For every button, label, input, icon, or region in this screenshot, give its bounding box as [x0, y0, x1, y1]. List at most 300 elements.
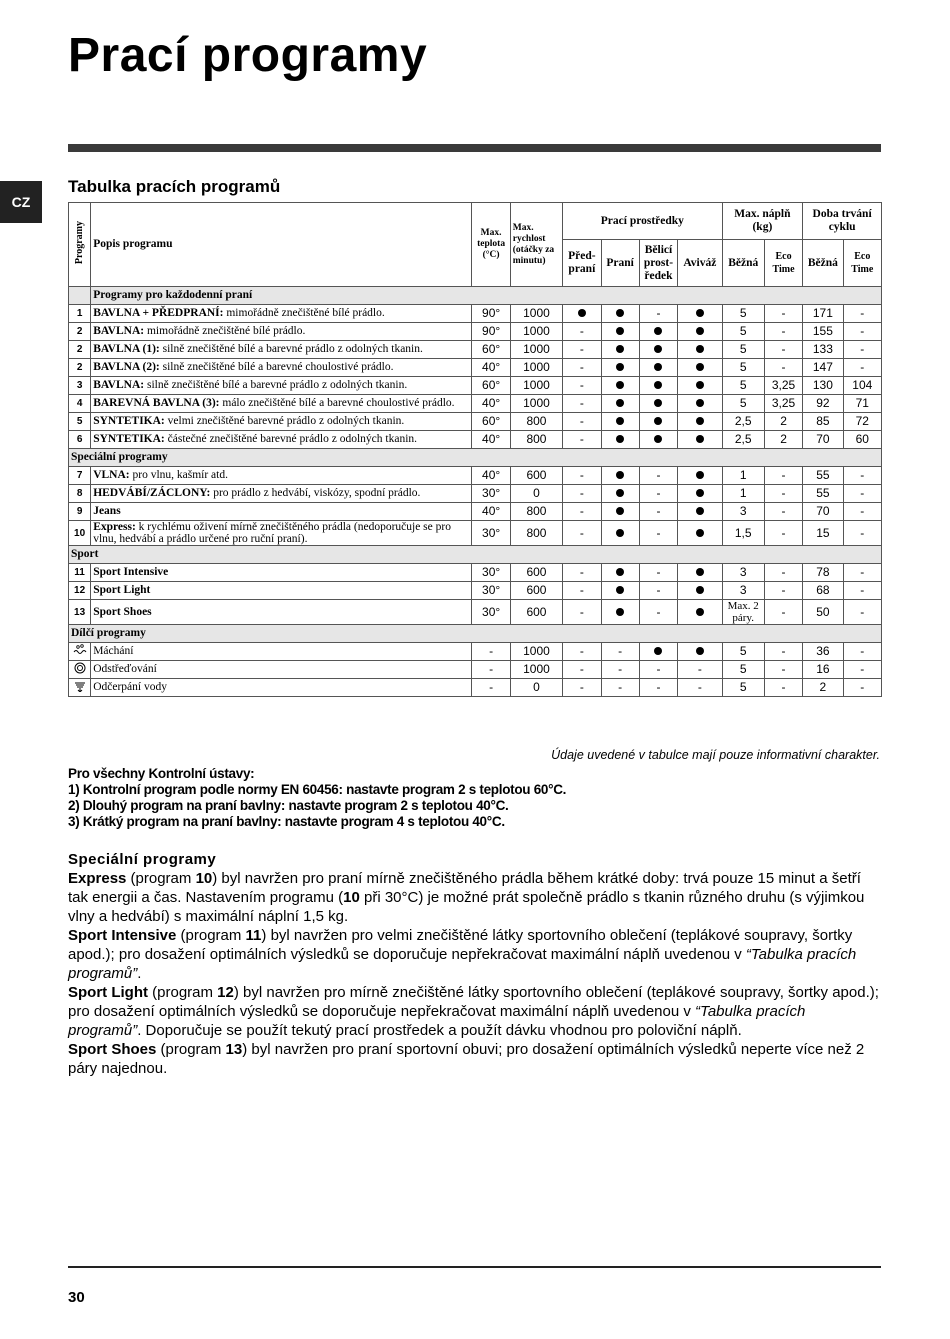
cell-r: 1000: [510, 359, 562, 377]
cell-c: 155: [803, 323, 843, 341]
bullet-mark: [696, 507, 704, 515]
cell-ke: -: [764, 582, 802, 600]
cell-p1: -: [563, 341, 601, 359]
table-row: [69, 395, 882, 413]
program-number: 5: [69, 413, 91, 431]
cell-r: 800: [510, 413, 562, 431]
cell-p1: -: [563, 600, 601, 625]
bullet-mark: [696, 381, 704, 389]
bullet-mark: [616, 489, 624, 497]
header-bezna-doba: Běžná: [803, 240, 843, 287]
cell-k: 5: [722, 395, 764, 413]
header-bezna-napln: Běžná: [722, 240, 764, 287]
cell-c: 36: [803, 643, 843, 661]
table-row: [69, 341, 882, 359]
bullet-mark: [616, 435, 624, 443]
bullet-mark: [616, 399, 624, 407]
program-number: 7: [69, 467, 91, 485]
table-row: [69, 413, 882, 431]
table-row: [69, 431, 882, 449]
cell-t: -: [472, 643, 510, 661]
cell-t: 90°: [472, 323, 510, 341]
cell-r: 1000: [510, 643, 562, 661]
cell-p2: [601, 395, 639, 413]
rinse-icon: [73, 644, 87, 660]
header-predprani: Před-praní: [563, 240, 601, 287]
header-avivaz: Aviváž: [678, 240, 722, 287]
cell-t: 60°: [472, 377, 510, 395]
cell-t: 60°: [472, 413, 510, 431]
bullet-mark: [696, 608, 704, 616]
cell-r: 800: [510, 503, 562, 521]
cell-c: 2: [803, 679, 843, 697]
cell-ke: -: [764, 341, 802, 359]
cell-t: 40°: [472, 395, 510, 413]
cell-k: 5: [722, 661, 764, 679]
cell-p3: -: [639, 521, 677, 546]
cell-ke: -: [764, 323, 802, 341]
program-number: 11: [69, 564, 91, 582]
table-row: [69, 359, 882, 377]
control-line: 2) Dlouhý program na praní bavlny: nastavte program 2 s teplotou 40°C.: [68, 798, 509, 813]
cell-p1: -: [563, 377, 601, 395]
bullet-mark: [616, 309, 624, 317]
bullet-mark: [578, 309, 586, 317]
bullet-mark: [616, 586, 624, 594]
program-description: Express: k rychlému oživení mírně znečištěného prádla (nedoporučuje se pro vlnu, hedvábí a prádlo určené pro ruční praní).: [91, 521, 472, 546]
cell-p2: [601, 600, 639, 625]
cell-ke: -: [764, 600, 802, 625]
cell-ce: -: [843, 485, 881, 503]
special-description: [68, 869, 881, 1078]
cell-p3: [639, 341, 677, 359]
cell-p1: -: [563, 643, 601, 661]
cell-p3: [639, 431, 677, 449]
cell-r: 0: [510, 679, 562, 697]
cell-t: 90°: [472, 305, 510, 323]
cell-r: 1000: [510, 661, 562, 679]
cell-r: 800: [510, 431, 562, 449]
cell-p4: -: [678, 661, 722, 679]
program-description: BAVLNA: silně znečištěné bílé a barevné prádlo z odolných tkanin.: [91, 377, 472, 395]
table-row: [69, 323, 882, 341]
cell-ke: -: [764, 503, 802, 521]
header-napln: Max. náplň (kg): [722, 203, 803, 240]
cell-p3: -: [639, 305, 677, 323]
cell-p3: -: [639, 679, 677, 697]
special-heading: Speciální programy: [68, 851, 217, 868]
cell-t: 40°: [472, 359, 510, 377]
cell-r: 600: [510, 564, 562, 582]
program-description: Sport Shoes: [91, 600, 472, 625]
cell-p2: [601, 305, 639, 323]
cell-c: 16: [803, 661, 843, 679]
cell-ce: -: [843, 661, 881, 679]
cell-ke: 3,25: [764, 377, 802, 395]
cell-ce: -: [843, 467, 881, 485]
cell-t: 40°: [472, 467, 510, 485]
section-partial: Dílčí programy: [69, 625, 882, 643]
cell-p4: [678, 485, 722, 503]
section-daily: Programy pro každodenní praní: [91, 287, 882, 305]
table-row: [69, 467, 882, 485]
cell-k: 3: [722, 564, 764, 582]
program-number: 3: [69, 377, 91, 395]
table-row: [69, 503, 882, 521]
cell-p2: [601, 431, 639, 449]
cell-c: 92: [803, 395, 843, 413]
program-description: Odčerpání vody: [91, 679, 472, 697]
sport-light-paragraph: Sport Light (program 12) byl navržen pro mírně znečištěné látky sportovního oblečení (teplákové soupravy, šortky apod.); pro dosažení optimálních výsledků se doporučuje nepřekračovat maximální náplň uvedenou v “Tabulka pracích programů”. Doporučuje se použít tekutý prací prostředek a použít dávku vhodnou pro poloviční náplň.: [68, 984, 879, 1039]
program-description: BAVLNA (1): silně znečištěné bílé a barevné prádlo z odolných tkanin.: [91, 341, 472, 359]
cell-c: 55: [803, 485, 843, 503]
cell-ce: 60: [843, 431, 881, 449]
program-number: 2: [69, 341, 91, 359]
bullet-mark: [654, 345, 662, 353]
sport-intensive-paragraph: Sport Intensive (program 11) byl navržen pro velmi znečištěné látky sportovního oblečení (teplákové soupravy, šortky apod.); pro dosažení optimálních výsledků se doporučuje nepřekračovat maximální náplň uvedenou v “Tabulka pracích programů”.: [68, 927, 857, 982]
cell-k: 3: [722, 503, 764, 521]
program-description: BAVLNA: mimořádně znečištěné bílé prádlo.: [91, 323, 472, 341]
cell-t: 30°: [472, 600, 510, 625]
bullet-mark: [696, 309, 704, 317]
table-row: [69, 485, 882, 503]
header-prani: Praní: [601, 240, 639, 287]
bullet-mark: [616, 345, 624, 353]
cell-ke: -: [764, 305, 802, 323]
cell-p1: -: [563, 395, 601, 413]
cell-p4: [678, 323, 722, 341]
program-description: Sport Intensive: [91, 564, 472, 582]
cell-c: 130: [803, 377, 843, 395]
program-description: VLNA: pro vlnu, kašmír atd.: [91, 467, 472, 485]
spin-icon: [73, 662, 87, 678]
program-number: 6: [69, 431, 91, 449]
program-number: [69, 643, 91, 661]
cell-p1: -: [563, 503, 601, 521]
cell-p3: [639, 395, 677, 413]
control-line: 3) Krátký program na praní bavlny: nastavte program 4 s teplotou 40°C.: [68, 814, 505, 829]
cell-ce: -: [843, 503, 881, 521]
cell-ce: 72: [843, 413, 881, 431]
control-heading: Pro všechny Kontrolní ústavy:: [68, 766, 255, 781]
bullet-mark: [654, 647, 662, 655]
cell-p2: [601, 521, 639, 546]
bullet-mark: [654, 327, 662, 335]
table-row: [69, 582, 882, 600]
cell-p1: [563, 305, 601, 323]
program-number: 2: [69, 359, 91, 377]
cell-c: 70: [803, 431, 843, 449]
header-prostredky: Prací prostředky: [563, 203, 722, 240]
table-row: [69, 564, 882, 582]
program-number: 10: [69, 521, 91, 546]
cell-p1: -: [563, 679, 601, 697]
table-row: [69, 643, 882, 661]
cell-c: 85: [803, 413, 843, 431]
bullet-mark: [696, 327, 704, 335]
sport-shoes-paragraph: Sport Shoes (program 13) byl navržen pro praní sportovní obuvi; pro dosažení optimálních výsledků neperte více než 2 páry najednou.: [68, 1041, 865, 1077]
cell-ke: -: [764, 564, 802, 582]
cell-t: 30°: [472, 485, 510, 503]
cell-ke: 3,25: [764, 395, 802, 413]
cell-ce: -: [843, 305, 881, 323]
cell-p1: -: [563, 323, 601, 341]
program-description: SYNTETIKA: částečné znečištěné barevné prádlo z odolných tkanin.: [91, 431, 472, 449]
cell-k: 3: [722, 582, 764, 600]
bullet-mark: [654, 435, 662, 443]
cell-p2: -: [601, 679, 639, 697]
cell-p4: [678, 521, 722, 546]
bullet-mark: [616, 327, 624, 335]
bullet-mark: [616, 507, 624, 515]
cell-ke: -: [764, 485, 802, 503]
cell-ke: -: [764, 467, 802, 485]
header-belici: Bělicí prost-ředek: [639, 240, 677, 287]
cell-c: 171: [803, 305, 843, 323]
cell-p4: [678, 643, 722, 661]
header-eco-napln: Eco Time: [764, 240, 802, 287]
program-number: 4: [69, 395, 91, 413]
bullet-mark: [616, 471, 624, 479]
cell-ce: -: [843, 679, 881, 697]
cell-c: 68: [803, 582, 843, 600]
cell-p4: [678, 359, 722, 377]
bullet-mark: [616, 363, 624, 371]
cell-p2: [601, 413, 639, 431]
program-description: SYNTETIKA: velmi znečištěné barevné prádlo z odolných tkanin.: [91, 413, 472, 431]
cell-p1: -: [563, 413, 601, 431]
cell-p4: [678, 467, 722, 485]
program-description: Jeans: [91, 503, 472, 521]
cell-k: Max. 2 páry.: [722, 600, 764, 625]
cell-r: 1000: [510, 341, 562, 359]
bullet-mark: [696, 363, 704, 371]
header-eco-doba: Eco Time: [843, 240, 881, 287]
header-rychlost: Max. rychlost (otáčky za minutu): [510, 203, 562, 287]
bullet-mark: [616, 381, 624, 389]
bullet-mark: [696, 489, 704, 497]
cell-p3: -: [639, 485, 677, 503]
bullet-mark: [654, 381, 662, 389]
program-description: BAVLNA (2): silně znečištěné bílé a barevné choulostivé prádlo.: [91, 359, 472, 377]
control-institutes-block: [68, 766, 566, 830]
cell-p3: -: [639, 503, 677, 521]
cell-p4: [678, 564, 722, 582]
cell-p3: -: [639, 600, 677, 625]
cell-p2: [601, 467, 639, 485]
cell-p4: [678, 413, 722, 431]
program-description: Máchání: [91, 643, 472, 661]
cell-p2: -: [601, 643, 639, 661]
cell-p3: -: [639, 582, 677, 600]
cell-ce: -: [843, 643, 881, 661]
section-title: Tabulka pracích programů: [68, 177, 281, 196]
bottom-rule: [68, 1266, 881, 1268]
cell-k: 5: [722, 323, 764, 341]
cell-p1: -: [563, 661, 601, 679]
cell-p3: [639, 377, 677, 395]
cell-p1: -: [563, 564, 601, 582]
cell-ce: -: [843, 600, 881, 625]
program-description: BAREVNÁ BAVLNA (3): málo znečištěné bílé a barevné choulostivé prádlo.: [91, 395, 472, 413]
cell-k: 2,5: [722, 431, 764, 449]
cell-p1: -: [563, 582, 601, 600]
cell-p4: [678, 503, 722, 521]
program-number: 1: [69, 305, 91, 323]
cell-p2: [601, 485, 639, 503]
cell-t: 40°: [472, 503, 510, 521]
program-description: BAVLNA + PŘEDPRANÍ: mimořádně znečištěné bílé prádlo.: [91, 305, 472, 323]
title-rule: [68, 144, 881, 152]
bullet-mark: [696, 529, 704, 537]
cell-p4: [678, 582, 722, 600]
cell-k: 5: [722, 643, 764, 661]
bullet-mark: [696, 586, 704, 594]
cell-p2: [601, 564, 639, 582]
cell-p4: [678, 395, 722, 413]
table-row: [69, 377, 882, 395]
wash-programs-table: [68, 202, 882, 697]
program-number: 9: [69, 503, 91, 521]
cell-ce: -: [843, 323, 881, 341]
page-title: Prací programy: [68, 29, 428, 82]
cell-p4: [678, 600, 722, 625]
cell-k: 1: [722, 467, 764, 485]
program-number: 2: [69, 323, 91, 341]
cell-t: 60°: [472, 341, 510, 359]
cell-k: 5: [722, 341, 764, 359]
cell-p2: -: [601, 661, 639, 679]
cell-r: 1000: [510, 323, 562, 341]
cell-ce: -: [843, 341, 881, 359]
cell-ce: -: [843, 564, 881, 582]
cell-k: 5: [722, 377, 764, 395]
cell-k: 5: [722, 305, 764, 323]
cell-t: -: [472, 679, 510, 697]
cell-c: 55: [803, 467, 843, 485]
cell-ce: -: [843, 521, 881, 546]
table-row: [69, 600, 882, 625]
cell-t: 30°: [472, 564, 510, 582]
cell-p4: [678, 431, 722, 449]
cell-t: 30°: [472, 582, 510, 600]
cell-p1: -: [563, 485, 601, 503]
header-teplota: Max. teplota (°C): [472, 203, 510, 287]
table-row: [69, 679, 882, 697]
header-doba: Doba trvání cyklu: [803, 203, 882, 240]
section-sport: Sport: [69, 546, 882, 564]
program-number: [69, 661, 91, 679]
cell-ke: -: [764, 679, 802, 697]
cell-ce: -: [843, 582, 881, 600]
cell-k: 5: [722, 679, 764, 697]
cell-p1: -: [563, 467, 601, 485]
cell-ke: -: [764, 359, 802, 377]
cell-r: 800: [510, 521, 562, 546]
cell-p2: [601, 323, 639, 341]
cell-p1: -: [563, 521, 601, 546]
table-note: Údaje uvedené v tabulce mají pouze informativní charakter.: [551, 748, 880, 762]
cell-k: 1,5: [722, 521, 764, 546]
section-special: Speciální programy: [69, 449, 882, 467]
cell-p3: [639, 359, 677, 377]
program-description: Odstřeďování: [91, 661, 472, 679]
program-description: HEDVÁBÍ/ZÁCLONY: pro prádlo z hedvábí, viskózy, spodní prádlo.: [91, 485, 472, 503]
cell-p2: [601, 503, 639, 521]
bullet-mark: [696, 345, 704, 353]
cell-c: 50: [803, 600, 843, 625]
drain-icon: [73, 680, 87, 696]
cell-p3: -: [639, 661, 677, 679]
bullet-mark: [696, 471, 704, 479]
bullet-mark: [696, 417, 704, 425]
cell-ce: 71: [843, 395, 881, 413]
cell-c: 70: [803, 503, 843, 521]
program-number: 13: [69, 600, 91, 625]
cell-ce: -: [843, 359, 881, 377]
language-tab: CZ: [0, 181, 42, 223]
cell-r: 600: [510, 582, 562, 600]
cell-k: 1: [722, 485, 764, 503]
cell-p4: [678, 341, 722, 359]
cell-p2: [601, 582, 639, 600]
cell-ce: 104: [843, 377, 881, 395]
cell-p3: [639, 413, 677, 431]
cell-r: 0: [510, 485, 562, 503]
cell-ke: -: [764, 643, 802, 661]
cell-p3: [639, 323, 677, 341]
cell-t: -: [472, 661, 510, 679]
cell-c: 15: [803, 521, 843, 546]
cell-p1: -: [563, 431, 601, 449]
cell-p4: [678, 377, 722, 395]
bullet-mark: [696, 568, 704, 576]
program-description: Sport Light: [91, 582, 472, 600]
bullet-mark: [696, 435, 704, 443]
bullet-mark: [616, 608, 624, 616]
program-number: [69, 679, 91, 697]
table-row: [69, 661, 882, 679]
cell-k: 2,5: [722, 413, 764, 431]
cell-r: 600: [510, 467, 562, 485]
express-paragraph: Express (program 10) byl navržen pro praní mírně znečištěného prádla během krátké doby: trvá pouze 15 minut a šetří tak energii a čas. Nastavením programu (10 při 30°C) je možné prát společně prádlo s tkanin různého druhu (s výjimkou vlny a hedvábí) s maximální náplní 1,5 kg.: [68, 870, 865, 925]
cell-t: 30°: [472, 521, 510, 546]
bullet-mark: [696, 399, 704, 407]
cell-k: 5: [722, 359, 764, 377]
cell-c: 147: [803, 359, 843, 377]
control-line: 1) Kontrolní program podle normy EN 60456: nastavte program 2 s teplotou 60°C.: [68, 782, 567, 797]
cell-p4: -: [678, 679, 722, 697]
cell-r: 1000: [510, 305, 562, 323]
cell-ke: -: [764, 521, 802, 546]
table-row: [69, 521, 882, 546]
cell-p4: [678, 305, 722, 323]
cell-p3: -: [639, 564, 677, 582]
cell-ke: -: [764, 661, 802, 679]
table-row: [69, 305, 882, 323]
bullet-mark: [654, 417, 662, 425]
cell-r: 600: [510, 600, 562, 625]
cell-r: 1000: [510, 395, 562, 413]
cell-p2: [601, 359, 639, 377]
cell-p3: -: [639, 467, 677, 485]
cell-c: 133: [803, 341, 843, 359]
bullet-mark: [616, 568, 624, 576]
bullet-mark: [654, 363, 662, 371]
header-programy: Programy: [69, 203, 91, 287]
bullet-mark: [696, 647, 704, 655]
cell-p3: [639, 643, 677, 661]
